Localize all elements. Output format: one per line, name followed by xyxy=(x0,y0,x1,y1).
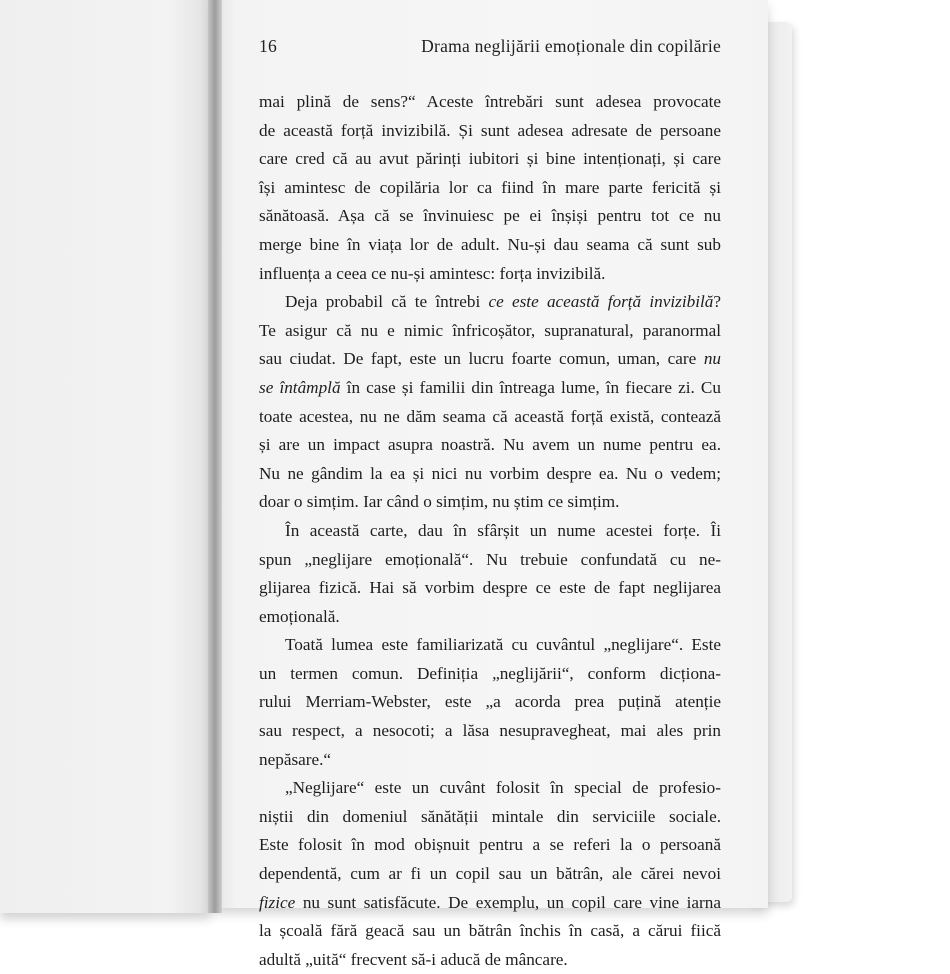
text-span: Nu ne gândim la ea și nici nu vorbim despre ea. Nu o vedem; xyxy=(259,463,721,483)
italic-span: fizice xyxy=(259,892,296,912)
text-line xyxy=(259,603,721,632)
book-gutter xyxy=(208,0,222,913)
text-span: sănătoasă. Așa că se învinuiesc pe ei înșiși pentru tot ce nu xyxy=(259,206,721,226)
text-line xyxy=(259,260,721,289)
book-title: Drama neglijării emoționale din copilărie xyxy=(421,36,721,56)
text-line xyxy=(259,574,721,603)
text-span: dependentă, cum ar fi un copil sau un bătrân, ale cărei nevoi xyxy=(259,864,721,884)
text-line xyxy=(259,145,721,174)
italic-span: se întâmplă xyxy=(259,377,341,397)
text-line xyxy=(259,860,721,889)
text-line xyxy=(259,403,721,432)
text-line xyxy=(259,831,721,860)
text-line xyxy=(259,631,721,660)
running-head xyxy=(259,36,721,62)
text-span: emoțională. xyxy=(259,606,340,626)
text-span: mai plină de sens?“ Aceste întrebări sunt adesea provocate xyxy=(259,92,721,111)
text-line xyxy=(259,889,721,918)
text-span: nepăsare.“ xyxy=(259,749,332,769)
text-line xyxy=(259,231,721,260)
text-span: glijarea fizică. Hai să vorbim despre ce este de fapt neglijarea xyxy=(259,578,721,598)
text-line xyxy=(259,374,721,403)
page-number: 16 xyxy=(259,36,277,56)
text-line xyxy=(259,717,721,746)
text-span: adultă „uită“ frecvent să-i aducă de mâncare. xyxy=(259,949,568,969)
text-span: În această carte, dau în sfârșit un nume acestei forțe. Îi xyxy=(285,520,721,540)
text-line xyxy=(259,803,721,832)
left-page xyxy=(0,0,212,913)
text-span: care cred că au avut părinți iubitori și bine intenționați, și care xyxy=(259,149,721,169)
text-span: spun „neglijare emoțională“. Nu trebuie confundată cu ne- xyxy=(259,549,721,569)
text-span: la școală fără geacă sau un bătrân închis în casă, a cărui fiică xyxy=(259,921,721,941)
text-span: sau respect, a nesocoti; a lăsa nesupravegheat, mai ales prin xyxy=(259,721,721,741)
text-line xyxy=(259,460,721,489)
text-line xyxy=(259,746,721,775)
text-line xyxy=(259,488,721,517)
text-span: Este folosit în mod obișnuit pentru a se referi la o persoană xyxy=(259,835,721,855)
text-span: de această forță invizibilă. Și sunt adesea adresate de persoane xyxy=(259,120,721,140)
text-line xyxy=(259,917,721,946)
text-line xyxy=(259,174,721,203)
text-line xyxy=(259,517,721,546)
text-line xyxy=(259,117,721,146)
text-line xyxy=(259,317,721,346)
text-line xyxy=(259,688,721,717)
text-span: și are un impact asupra noastră. Nu avem un nume pentru ea. xyxy=(259,435,721,455)
text-span: sau ciudat. De fapt, este un lucru foarte comun, uman, care xyxy=(259,349,704,369)
text-span: toate acestea, nu ne dăm seama că această forță există, contează xyxy=(259,406,721,426)
text-span: Toată lumea este familiarizată cu cuvântul „neglijare“. Este xyxy=(285,635,721,655)
text-span: Deja probabil că te întrebi xyxy=(285,292,489,312)
text-span-after: nu sunt satisfăcute. De exemplu, un copil care vine iarna xyxy=(295,892,721,912)
text-span: își amintesc de copilăria lor ca fiind în mare parte fericită și xyxy=(259,177,721,197)
italic-span: nu xyxy=(703,349,721,369)
text-line xyxy=(259,288,721,317)
text-line xyxy=(259,946,721,974)
text-span: Te asigur că nu e nimic înfricoșător, supranatural, paranormal xyxy=(259,320,721,340)
text-line xyxy=(259,431,721,460)
text-span: rului Merriam-Webster, este „a acorda prea puțină atenție xyxy=(259,692,721,712)
text-span: influența a ceea ce nu-și amintesc: forța invizibilă. xyxy=(259,263,606,283)
text-span: „Neglijare“ este un cuvânt folosit în special de profesio- xyxy=(285,778,721,798)
text-line xyxy=(259,202,721,231)
text-span: un termen comun. Definiția „neglijării“, conform dicționa- xyxy=(259,663,721,683)
body-text xyxy=(259,88,721,974)
text-line xyxy=(259,345,721,374)
text-line xyxy=(259,546,721,575)
text-span-after: în case și familii din întreaga lume, în fiecare zi. Cu xyxy=(340,377,721,397)
text-line xyxy=(259,774,721,803)
text-span-after: ? xyxy=(713,292,721,312)
text-span: merge bine în viața lor de adult. Nu-și dau seama că sunt sub xyxy=(259,234,721,254)
italic-span: ce este această forță invizibilă xyxy=(488,292,714,312)
text-span: doar o simțim. Iar când o simțim, nu știm ce simțim. xyxy=(259,492,620,512)
text-line xyxy=(259,88,721,117)
text-span: niștii din domeniul sănătății mintale din serviciile sociale. xyxy=(259,806,721,826)
text-line xyxy=(259,660,721,689)
